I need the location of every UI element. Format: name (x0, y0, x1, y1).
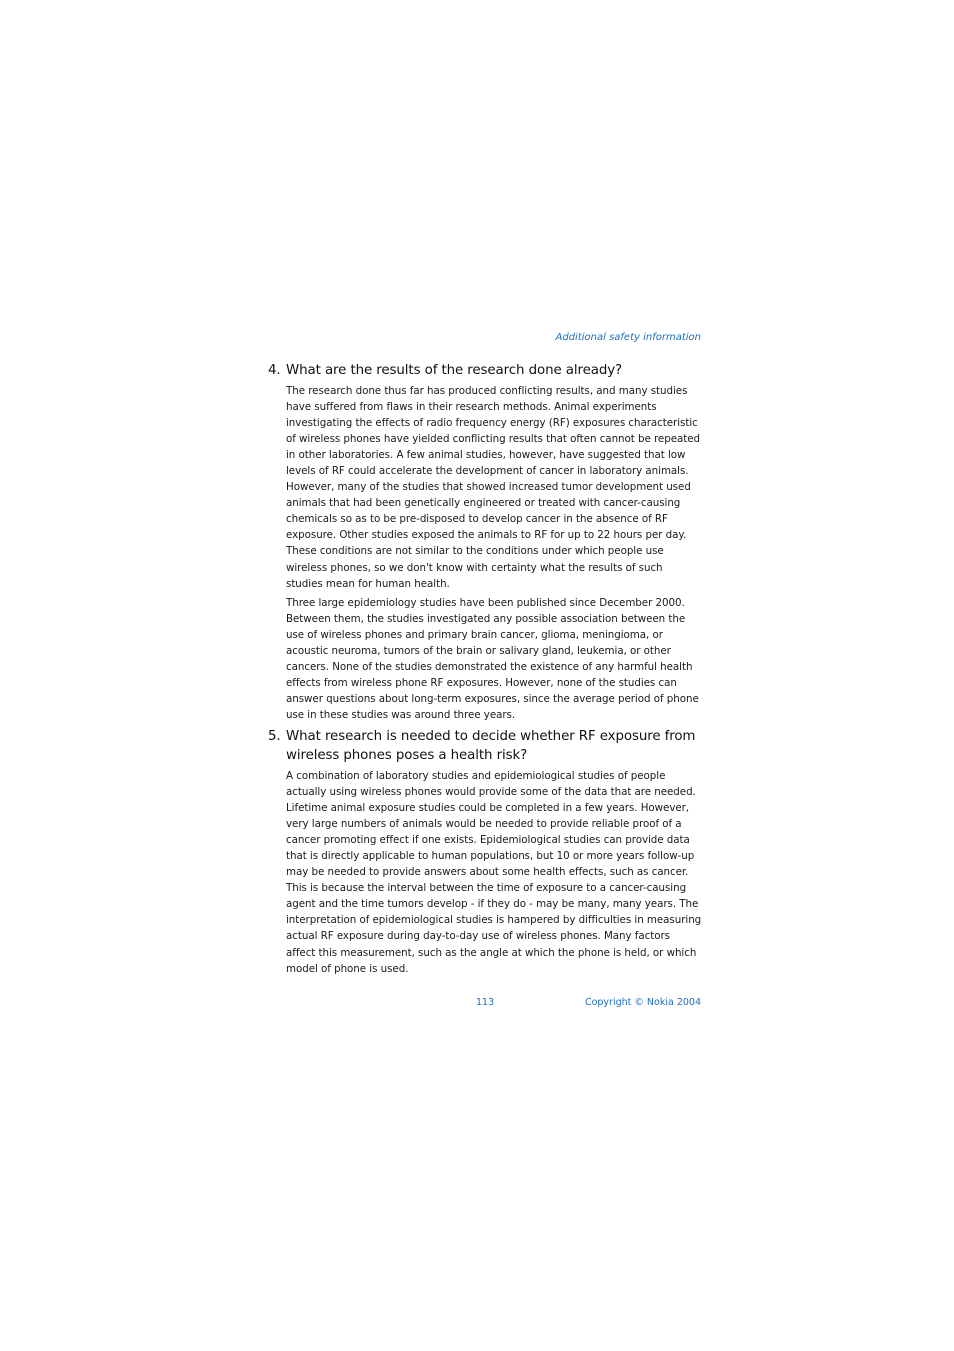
section-number: 4. (268, 363, 281, 378)
section-heading (268, 361, 702, 380)
body-paragraph: Three large epidemiology studies have been published since December 2000. Between them, the studies investigated any possible association between the use of wireless phones and primary brain cancer, glioma, meningioma, or acoustic neuroma, tumors of the brain or salivary gland, leukemia, or other cancers. None of the studies demonstrated the existence of any harmful health effects from wireless phone RF exposures. However, none of the studies can answer questions about long-term exposures, since the average period of phone use in these studies was around three years. (286, 596, 699, 721)
running-header: Additional safety information (555, 332, 701, 343)
page-number: 113 (476, 997, 495, 1008)
section-4 (268, 361, 702, 726)
section-title: What research is needed to decide whether RF exposure from wireless phones poses a health risk? (286, 729, 696, 763)
body-paragraph: The research done thus far has produced conflicting results, and many studies have suffered from flaws in their research methods. Animal experiments investigating the effects of radio frequency energy (RF) exposures characteristic of wireless phones have yielded conflicting results that often cannot be repeated in other laboratories. A few animal studies, however, have suggested that low levels of RF could accelerate the development of cancer in laboratory animals. However, many of the studies that showed increased tumor development used animals that had been genetically engineered or treated with cancer-causing chemicals so as to be pre-disposed to develop cancer in the absence of RF exposure. Other studies exposed the animals to RF for up to 22 hours per day. These conditions are not similar to the conditions under which people use wireless phones, so we don't know with certainty what the results of such studies mean for human health. (286, 385, 701, 590)
section-number: 5. (268, 729, 281, 744)
copyright-notice: Copyright © Nokia 2004 (584, 997, 701, 1008)
section-5 (268, 727, 702, 980)
body-paragraph: A combination of laboratory studies and epidemiological studies of people actually using wireless phones would provide some of the data that are needed. Lifetime animal exposure studies could be completed in a few years. However, very large numbers of animals would be needed to provide reliable proof of a cancer promoting effect if one exists. Epidemiological studies can provide data that is directly applicable to human populations, but 10 or more years follow-up may be needed to provide answers about some health effects, such as cancer. This is because the interval between the time of exposure to a cancer-causing agent and the time tumors develop - if they do - may be many, many years. The interpretation of epidemiological studies is hampered by difficulties in measuring actual RF exposure during day-to-day use of wireless phones. Many factors affect this measurement, such as the angle at which the phone is held, or which model of phone is used. (286, 770, 702, 975)
section-title: What are the results of the research done already? (286, 363, 623, 378)
section-heading (268, 727, 702, 765)
